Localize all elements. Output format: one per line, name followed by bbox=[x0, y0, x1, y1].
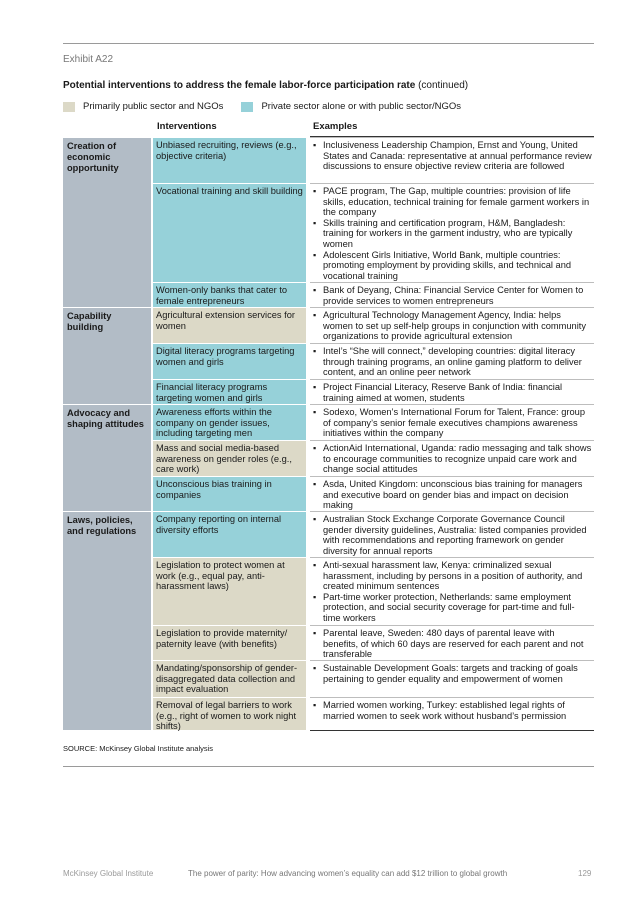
example-item: ▪ Bank of Deyang, China: Financial Service Center for Women to provide services to women entrepreneurs bbox=[312, 285, 592, 306]
category-cell: Laws, policies, and regulations bbox=[63, 511, 151, 730]
examples-list bbox=[312, 186, 592, 281]
legend-swatch-private bbox=[241, 102, 253, 112]
example-item: ▪ ActionAid International, Uganda: radio messaging and talk shows to encourage communities to recognize unpaid care work and change social attitudes bbox=[312, 443, 592, 475]
examples-cell bbox=[310, 343, 594, 379]
intervention-cell: Agricultural extension services for women bbox=[153, 307, 306, 343]
intervention-cell: Awareness efforts within the company on gender issues, including targeting men bbox=[153, 404, 306, 440]
intervention-cell: Unbiased recruiting, reviews (e.g., objective criteria) bbox=[153, 137, 306, 183]
examples-cell bbox=[310, 440, 594, 476]
example-item: ▪ Adolescent Girls Initiative, World Bank, multiple countries: promoting employment by providing skills, and technical and vocational training bbox=[312, 250, 592, 282]
exhibit-label: Exhibit A22 bbox=[63, 54, 114, 65]
intervention-cell: Mandating/sponsorship of gender-disaggregated data collection and impact evaluation bbox=[153, 660, 306, 697]
example-item: ▪ Inclusiveness Leadership Champion, Ernst and Young, United States and Canada: representative at annual performance review discussions to ensure objective review criteria are followed bbox=[312, 140, 592, 172]
examples-cell bbox=[310, 307, 594, 343]
example-item: ▪ Part-time worker protection, Netherlands: same employment protection, and social security coverage for part-time and full-time workers bbox=[312, 592, 592, 624]
example-item: ▪ Agricultural Technology Management Agency, India: helps women to set up self-help groups in conjunction with community organizations to provide agricultural extension bbox=[312, 310, 592, 342]
example-item: ▪ Australian Stock Exchange Corporate Governance Council gender diversity guidelines, Australia: listed companies provided with recommendations and reporting framework on gender diversity for annual reports bbox=[312, 514, 592, 556]
intervention-cell: Legislation to protect women at work (e.g., equal pay, anti-harassment laws) bbox=[153, 557, 306, 625]
intervention-cell: Vocational training and skill building bbox=[153, 183, 306, 282]
examples-cell bbox=[310, 379, 594, 404]
examples-list bbox=[312, 285, 592, 306]
intervention-cell: Women-only banks that cater to female entrepreneurs bbox=[153, 282, 306, 307]
bottom-rule bbox=[63, 766, 594, 767]
source-note: SOURCE: McKinsey Global Institute analysis bbox=[63, 744, 214, 753]
legend-label-public: Primarily public sector and NGOs bbox=[83, 101, 224, 112]
category-cell: Advocacy and shaping attitudes bbox=[63, 404, 151, 511]
examples-list bbox=[312, 663, 592, 684]
examples-cell bbox=[310, 557, 594, 625]
legend bbox=[63, 101, 461, 112]
page-number: 129 bbox=[578, 869, 592, 878]
examples-list bbox=[312, 700, 592, 721]
examples-cell bbox=[310, 625, 594, 660]
title-main: Potential interventions to address the female labor-force participation rate bbox=[63, 80, 416, 91]
examples-list bbox=[312, 443, 592, 475]
examples-list bbox=[312, 346, 592, 378]
examples-cell bbox=[310, 183, 594, 282]
example-item: ▪ Intel’s “She will connect,” developing countries: digital literacy through training programs, an online gaming platform to deliver content, and an online peer network bbox=[312, 346, 592, 378]
examples-list bbox=[312, 628, 592, 660]
footer-publisher: McKinsey Global Institute bbox=[63, 869, 154, 878]
example-item: ▪ Parental leave, Sweden: 480 days of parental leave with benefits, of which 60 days are reserved for each parent and not transferable bbox=[312, 628, 592, 660]
examples-cell bbox=[310, 282, 594, 307]
examples-list bbox=[312, 479, 592, 511]
examples-list bbox=[312, 310, 592, 342]
examples-list bbox=[312, 514, 592, 556]
intervention-cell: Mass and social media-based awareness on gender roles (e.g., care work) bbox=[153, 440, 306, 476]
example-item: ▪ Married women working, Turkey: established legal rights of married women to seek work without husband’s permission bbox=[312, 700, 592, 721]
example-item: ▪ PACE program, The Gap, multiple countries: provision of life skills, education, technical training for female garment workers in the company bbox=[312, 186, 592, 218]
example-item: ▪ Sodexo, Women’s International Forum for Talent, France: group of company’s senior female executives champions awareness initiatives within the company bbox=[312, 407, 592, 439]
examples-cell bbox=[310, 511, 594, 557]
legend-label-private: Private sector alone or with public sector/NGOs bbox=[261, 101, 462, 112]
intervention-cell: Company reporting on internal diversity efforts bbox=[153, 511, 306, 557]
column-header-interventions: Interventions bbox=[157, 121, 217, 132]
intervention-cell: Removal of legal barriers to work (e.g., right of women to work night shifts) bbox=[153, 697, 306, 730]
category-cell: Creation of economic opportunity bbox=[63, 137, 151, 307]
intervention-cell: Financial literacy programs targeting women and girls bbox=[153, 379, 306, 404]
legend-swatch-public bbox=[63, 102, 75, 112]
example-item: ▪ Project Financial Literacy, Reserve Bank of India: financial training aimed at women, students bbox=[312, 382, 592, 403]
examples-cell bbox=[310, 404, 594, 440]
column-header-examples: Examples bbox=[313, 121, 358, 132]
examples-cell bbox=[310, 660, 594, 697]
examples-cell bbox=[310, 476, 594, 511]
exhibit-title bbox=[63, 80, 468, 91]
intervention-cell: Legislation to provide maternity/ paternity leave (with benefits) bbox=[153, 625, 306, 660]
examples-list bbox=[312, 382, 592, 403]
example-item: ▪ Skills training and certification program, H&M, Bangladesh: training for workers in the garment industry, who are typically women bbox=[312, 218, 592, 250]
example-item: ▪ Anti-sexual harassment law, Kenya: criminalized sexual harassment, including by persons in a position of authority, and created minimum sentences bbox=[312, 560, 592, 592]
intervention-cell: Unconscious bias training in companies bbox=[153, 476, 306, 511]
example-item: ▪ Asda, United Kingdom: unconscious bias training for managers and executive board on gender bias and impact on decision making bbox=[312, 479, 592, 511]
examples-list bbox=[312, 407, 592, 439]
examples-list bbox=[312, 140, 592, 172]
title-suffix: (continued) bbox=[415, 80, 469, 91]
top-rule bbox=[63, 43, 594, 44]
examples-cell bbox=[310, 137, 594, 183]
example-item: ▪ Sustainable Development Goals: targets and tracking of goals pertaining to gender equality and empowerment of women bbox=[312, 663, 592, 684]
examples-cell bbox=[310, 697, 594, 730]
intervention-cell: Digital literacy programs targeting women and girls bbox=[153, 343, 306, 379]
category-cell: Capability building bbox=[63, 307, 151, 404]
footer-report-title: The power of parity: How advancing women’s equality can add $12 trillion to global growth bbox=[188, 869, 508, 878]
examples-list bbox=[312, 560, 592, 624]
table-bottom-rule bbox=[310, 730, 594, 731]
